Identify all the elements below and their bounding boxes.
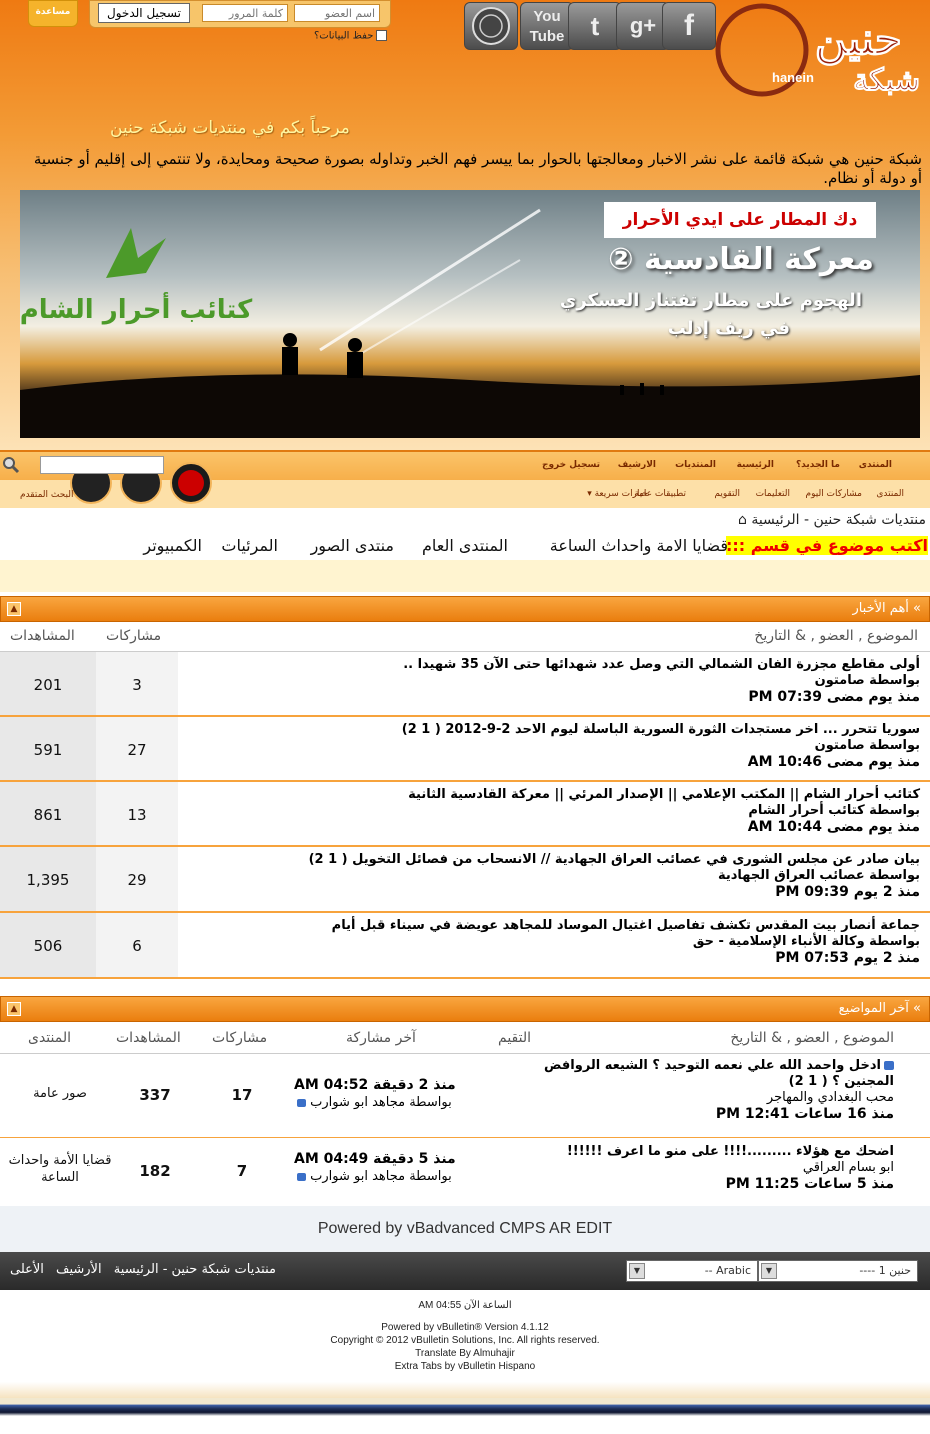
topic-title[interactable]: اضحك مع هؤلاء .........!!!! على منو ما اعرف !!!!!!	[566, 1144, 894, 1159]
search-input[interactable]	[40, 456, 164, 474]
col-topic[interactable]: الموضوع , العضو , & التاريخ	[730, 1030, 894, 1046]
language-select[interactable]	[626, 1260, 758, 1282]
latest-topics-header	[0, 996, 930, 1022]
tab-home[interactable]: الرئيسية	[736, 460, 774, 470]
collapse-icon[interactable]: ▲	[7, 602, 21, 616]
record-button[interactable]	[170, 462, 212, 504]
password-input[interactable]	[202, 4, 288, 22]
new-post-icon	[884, 1061, 894, 1070]
twitter-label: t	[590, 11, 600, 41]
style-select[interactable]	[758, 1260, 918, 1282]
latest-topics-title: » آخر المواضيع	[838, 1001, 921, 1016]
topic-author[interactable]: بواسطة وكالة الأنباء الإسلامية - حق	[692, 934, 920, 949]
topic-date: منذ يوم مضى 07:39 PM	[748, 689, 920, 705]
notice-strip	[0, 560, 930, 592]
topic-cell	[309, 852, 920, 900]
brand-text: كتائب أحرار الشام	[19, 295, 253, 325]
credit-line: Copyright © 2012 vBulletin Solutions, Inc. All rights reserved.	[330, 1335, 600, 1346]
style-select-value: ---- حنين 1	[859, 1264, 911, 1277]
subtab-forum[interactable]: المنتدى	[876, 489, 904, 499]
topic-author[interactable]: بواسطة كتائب أحرار الشام	[748, 803, 920, 818]
advanced-search-link[interactable]: البحث المتقدم	[20, 490, 74, 500]
replies-count: 7	[236, 1162, 248, 1180]
quick-options-label: خيارات سريعة	[594, 489, 648, 499]
chevron-down-icon: ▾	[587, 489, 592, 499]
remember-label: حفظ البيانات؟	[314, 30, 374, 42]
banner-subtitle-2: في ريف إدلب	[667, 318, 790, 339]
credit-line: Extra Tabs by vBulletin Hispano	[394, 1361, 536, 1372]
topic-title-text[interactable]: ادخل واحمد الله علي نعمه التوحيد ؟ الشيعه الروافض المجنين ؟ ( 1 2)	[544, 1058, 894, 1089]
topic-author[interactable]: بواسطة عصائب العراق الجهادية	[717, 868, 920, 883]
topic-title[interactable]: جماعة أنصار بيت المقدس تكشف تفاصيل اغتيال الموساد للمجاهد عويضة في سيناء قبل أيام	[331, 918, 920, 933]
topic-title[interactable]: سوريا تتحرر ... اخر مستجدات الثورة السورية الباسلة ليوم الاحد 2-9-2012 ( 1 2)	[401, 722, 920, 737]
go-to-post-icon[interactable]	[297, 1173, 306, 1181]
last-post-author-name[interactable]: بواسطة مجاهد ابو شوارب	[310, 1169, 452, 1184]
table-row	[0, 847, 930, 913]
replies-count: 29	[127, 871, 147, 889]
subtab-apps[interactable]: تطبيقات عامة	[634, 489, 686, 499]
topic-author[interactable]: ابو بسام العراقي	[802, 1160, 894, 1175]
topic-author[interactable]: بواسطة صامتون	[814, 673, 920, 688]
collapse-icon[interactable]: ▲	[7, 1002, 21, 1016]
forum-name[interactable]: صور عامة	[33, 1086, 87, 1101]
topic-date: منذ 16 ساعات 12:41 PM	[715, 1106, 894, 1122]
facebook-label: f	[684, 9, 694, 42]
topic-cell	[514, 1058, 894, 1122]
tab-forum[interactable]: المنتدى	[858, 460, 892, 470]
last-post-time: منذ 2 دقيقة 04:52 AM	[294, 1077, 456, 1093]
subtab-faq[interactable]: التعليمات	[755, 489, 790, 499]
subtab-quick-options[interactable]	[587, 489, 648, 499]
topic-date: منذ 2 يوم 07:53 PM	[775, 950, 920, 966]
top-news-header	[0, 596, 930, 622]
topic-date: منذ يوم مضى 10:46 AM	[747, 754, 920, 770]
chevron-down-icon: ▼	[629, 1263, 645, 1279]
views-count: 337	[139, 1086, 171, 1104]
footer-home-link[interactable]: منتديات شبكة حنين - الرئيسية	[113, 1262, 276, 1277]
last-post-author-name[interactable]: بواسطة مجاهد ابو شوارب	[310, 1095, 452, 1110]
quran-icon[interactable]	[464, 2, 518, 50]
tab-whats-new[interactable]: ما الجديد؟	[795, 460, 840, 470]
go-to-post-icon[interactable]	[297, 1099, 306, 1107]
site-logo[interactable]	[702, 2, 926, 98]
about-text: شبكة حنين هي شبكة قائمة على نشر الاخبار ومعالجتها بالحوار بما ييسر فهم الخبر وتداوله بصورة صحيحة ومحايدة، ولا تنتمي إلى إقليم أو جنسية أو دولة أو نظام.	[33, 150, 922, 187]
forum-name[interactable]: قضايا الأمة واحداث الساعة	[8, 1153, 112, 1185]
top-news-title: » أهم الأخبار	[852, 601, 921, 616]
last-post-time: منذ 5 دقيقة 04:49 AM	[294, 1151, 456, 1167]
table-row	[0, 652, 930, 717]
remember-checkbox[interactable]	[376, 30, 387, 41]
post-in-label: اكتب موضوع في قسم :::	[725, 536, 928, 555]
youtube-label: You Tube	[529, 8, 565, 45]
login-box	[89, 0, 391, 28]
brand-logo	[19, 218, 253, 378]
forum-link-videos[interactable]: المرئيات	[221, 536, 278, 555]
topic-cell	[402, 722, 920, 770]
footer-archive-link[interactable]: الأرشيف	[56, 1262, 102, 1277]
welcome-text: مرحباً بكم في منتديات شبكة حنين	[110, 118, 350, 138]
banner-title: معركة القادسية ②	[608, 242, 874, 277]
login-button[interactable]: تسجيل الدخول	[98, 3, 190, 23]
views-count: 861	[33, 806, 63, 824]
subtab-calendar[interactable]: التقويم	[714, 489, 740, 499]
replies-count: 13	[127, 806, 147, 824]
topic-date: منذ 5 ساعات 11:25 PM	[725, 1176, 894, 1192]
twitter-icon[interactable]	[568, 2, 622, 50]
site-header	[0, 0, 930, 450]
username-input[interactable]	[294, 4, 380, 22]
logo-text: حنين	[814, 14, 902, 65]
replies-count: 3	[132, 676, 142, 694]
col-views[interactable]: المشاهدات	[116, 1030, 181, 1046]
col-rating[interactable]: التقيم	[498, 1030, 532, 1046]
topic-author[interactable]: بواسطة صامتون	[814, 738, 920, 753]
top-news-column-headers	[0, 622, 930, 652]
current-time: الساعة الآن 04:55 AM	[418, 1300, 512, 1311]
powered-by-cmps: Powered by vBadvanced CMPS AR EDIT	[0, 1206, 930, 1252]
forum-link-photos[interactable]: منتدى الصور	[310, 536, 394, 555]
table-row	[0, 1054, 930, 1138]
credit-line: Translate By Almuhajir	[415, 1348, 515, 1359]
views-count: 182	[139, 1162, 171, 1180]
col-forum[interactable]: المنتدى	[28, 1030, 72, 1046]
bottom-stripe	[0, 1398, 930, 1422]
search-icon[interactable]	[2, 456, 20, 474]
main-navbar	[0, 450, 930, 508]
views-count: 201	[33, 676, 63, 694]
breadcrumb-text[interactable]: منتديات شبكة حنين - الرئيسية	[751, 512, 926, 528]
last-post-author[interactable]	[294, 1168, 456, 1186]
topic-cell	[408, 787, 920, 835]
replies-count: 27	[127, 741, 147, 759]
forum-link-ummah[interactable]: قضايا الامة واحداث الساعة	[549, 536, 728, 555]
banner-headline: دك المطار على ايدي الأحرار	[604, 202, 876, 238]
forum-link-general[interactable]: المنتدى العام	[421, 536, 508, 555]
topic-title[interactable]: بيان صادر عن مجلس الشورى في عصائب العراق الجهادية // الانسحاب من فصائل التخويل ( 1 2)	[308, 852, 920, 867]
footer-top-link[interactable]: الأعلى	[10, 1262, 44, 1277]
footer-bar	[0, 1252, 930, 1290]
col-views[interactable]: المشاهدات	[10, 628, 75, 644]
last-post-cell	[294, 1076, 456, 1112]
table-row	[0, 913, 930, 979]
table-row	[0, 782, 930, 847]
tab-logout[interactable]: تسجيل خروج	[541, 460, 600, 470]
banner-image[interactable]	[20, 190, 920, 438]
views-count: 506	[33, 937, 63, 955]
col-replies[interactable]: مشاركات	[212, 1030, 268, 1046]
topic-title[interactable]: أولى مقاطع مجزرة الفان الشمالي التي وصل عدد شهدائها حتى الآن 35 شهيدا ..	[403, 657, 920, 672]
google-plus-label: g+	[629, 13, 657, 38]
latest-column-headers	[0, 1022, 930, 1054]
chevron-down-icon: ▼	[761, 1263, 777, 1279]
help-button[interactable]: مساعدة	[28, 0, 78, 27]
home-icon[interactable]: ⌂	[737, 512, 747, 528]
record-icon	[178, 470, 204, 496]
logo-network: شبكة	[853, 63, 920, 98]
replies-count: 17	[231, 1086, 253, 1104]
topic-cell	[514, 1144, 894, 1192]
topic-cell	[332, 918, 920, 966]
topic-title[interactable]: كتائب أحرار الشام || المكتب الإعلامي || الإصدار المرئي || معركة القادسية الثانية	[408, 787, 920, 802]
youtube-icon[interactable]	[520, 2, 574, 50]
footer-credits	[0, 1290, 930, 1398]
banner-subtitle: الهجوم على مطار تفتناز العسكري	[559, 290, 862, 311]
table-row	[0, 717, 930, 782]
breadcrumb-bar	[0, 508, 930, 560]
table-row	[0, 1138, 930, 1206]
col-topic[interactable]: الموضوع , العضو , & التاريخ	[754, 628, 918, 644]
breadcrumb[interactable]	[738, 512, 926, 528]
credit-line: Powered by vBulletin® Version 4.1.12	[381, 1322, 549, 1333]
tab-archive[interactable]: الارشيف	[617, 460, 656, 470]
topic-date: منذ يوم مضى 10:44 AM	[747, 819, 920, 835]
topic-author[interactable]: محب البغدادي والمهاجر	[766, 1090, 894, 1105]
forum-link-computer[interactable]: الكمبيوتر	[143, 536, 202, 555]
topic-date: منذ 2 يوم 09:39 PM	[775, 884, 920, 900]
last-post-author[interactable]	[294, 1094, 456, 1112]
col-replies[interactable]: مشاركات	[106, 628, 162, 644]
subtab-todays-posts[interactable]: مشاركات اليوم	[805, 489, 862, 499]
last-post-cell	[294, 1150, 456, 1186]
topic-title[interactable]	[514, 1058, 894, 1090]
topic-cell	[403, 657, 920, 705]
logo-sub: hanein	[772, 70, 814, 85]
views-count: 1,395	[26, 871, 70, 889]
replies-count: 6	[132, 937, 142, 955]
views-count: 591	[33, 741, 63, 759]
col-last-post[interactable]: آخر مشاركة	[346, 1030, 416, 1046]
tab-forums[interactable]: المنتديات	[675, 460, 716, 470]
language-select-value: -- Arabic	[704, 1264, 751, 1277]
remember-me[interactable]	[314, 30, 387, 42]
latest-topics-table	[0, 1054, 930, 1206]
